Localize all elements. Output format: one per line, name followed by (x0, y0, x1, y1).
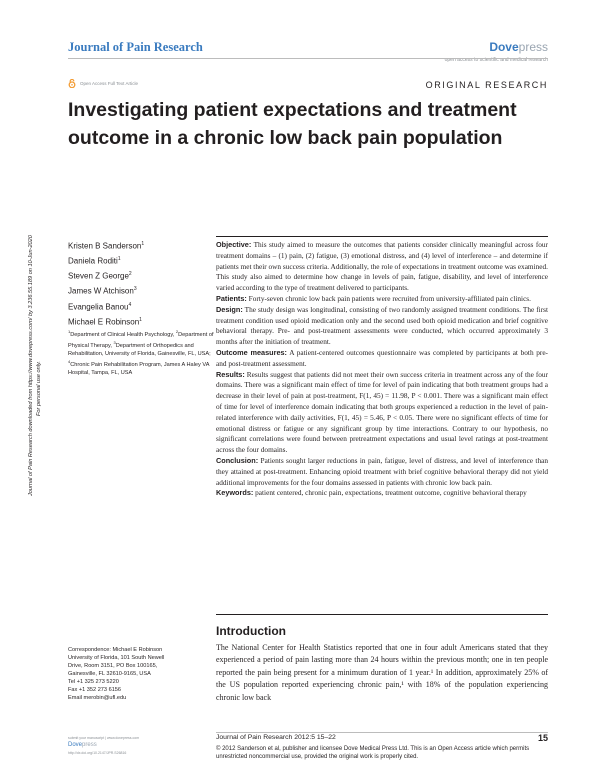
footer-divider (216, 732, 548, 733)
publisher-name: Dove (489, 40, 519, 54)
introduction-text: The National Center for Health Statistics reported that one in four adult Americans stated that they experienced a period of pain lasting more than 24 hours within the previous month; one in ten people reported the pain being present for a minimum duration of 1 year.¹ In addition, approximately 25% of the US population reported experiencing chronic pain,¹ with 18% of the population experiencing chronic low back (216, 643, 548, 702)
copyright-notice: © 2012 Sanderson et al, publisher and licensee Dove Medical Press Ltd. This is an Open Access article which permits unrestricted noncommercial use, provided the original work is properly cited. (216, 746, 530, 760)
doi-link[interactable]: http://dx.doi.org/10.2147/JPR.S26816 (68, 751, 127, 755)
abstract (216, 240, 548, 499)
author: Evangelia Banou$^4$ (68, 301, 132, 312)
correspondence-address: University of Florida, 101 South Newell (68, 655, 165, 661)
affiliations: $^1$Department of Clinical Health Psychology, $^2$Department of Physical Therapy, $^3$Department of Orthopedics and Rehabilitation, University of Florida, Gainesville, FL, USA; $^4$Chronic Pain Rehabilitation Program, James A Haley VA Hospital, Tampa, FL, USA (68, 329, 214, 376)
download-note: Journal of Pain Research downloaded from https://www.dovepress.com/ by 3.236.55.189 on 10-Jun-2020 (28, 235, 34, 496)
abstract-objective: Objective: This study aimed to measure the outcomes that patients consider clinically meaningful across four treatment domains – (1) pain, (2) fatigue, (3) emotional distress, and (4) level of interference – and determine if patients met their own success criteria. Additionally, the role of expectations in treatment outcome was examined. This study also aimed to determine how change in levels of pain, fatigue, disability, and level of interference varied according to the type of treatment delivered to participants. (216, 240, 548, 293)
page-number: 15 (537, 733, 548, 743)
journal-citation: Journal of Pain Research 2012:5 15–22 (216, 734, 336, 741)
dovepress-logo[interactable] (445, 40, 548, 54)
abstract-design: Design: The study design was longitudinal, consisting of two randomly assigned treatment conditions. The first treatment condition used opioid medication only and the second used both opioid medication and brief cognitive behavioral therapy. Pre- and post-treatment assessments were conducted, which occurred approximately 3 months after the initiation of treatment. (216, 304, 548, 347)
abstract-top-rule (216, 236, 548, 237)
author: James W Atchison$^3$ (68, 286, 137, 297)
open-access-lock-icon (68, 79, 76, 88)
open-access-badge (68, 79, 138, 88)
abstract-bottom-rule (216, 614, 548, 615)
journal-title: Journal of Pain Research (68, 40, 203, 54)
article-title: Investigating patient expectations and treatment outcome in a chronic low back pain population (68, 99, 517, 149)
publisher-tagline: open access to scientific and medical research (444, 57, 548, 63)
article-type: ORIGINAL RESEARCH (425, 80, 548, 90)
abstract-outcome-measures: Outcome measures: A patient-centered outcomes questionnaire was completed by participants at both pre- and post-treatment assessment. (216, 347, 548, 368)
correspondence-fax: Fax +1 352 273 6156 (68, 687, 122, 693)
correspondence-name: Correspondence: Michael E Robinson (68, 647, 163, 653)
correspondence-address: Drive, Room 3151, PO Box 100165, (68, 663, 158, 669)
author: Kristen B Sanderson$^1$ (68, 241, 145, 251)
correspondence-address: Gainesville, FL 32610-9165, USA (68, 671, 151, 677)
download-watermark (28, 136, 43, 496)
publisher-header (445, 40, 548, 63)
abstract-keywords: Keywords: patient centered, chronic pain, expectations, treatment outcome, cognitive behavioral therapy (216, 488, 527, 498)
author: Michael E Robinson$^1$ (68, 316, 142, 327)
author: Steven Z George$^2$ (68, 271, 132, 281)
open-access-label: Open Access Full Text Article (80, 81, 138, 86)
publisher-press: press (518, 40, 548, 54)
abstract-results: Results: Results suggest that patients did not meet their own success criteria in treatment across any of the four domains. There was a significant main effect of time for level of pain indicating that both treatment groups had a decrease in their level of pain at post-treatment, F(1, 45) = 11.98, P < 0.001. There was a significant main effect of time for level of interference domain indicating that both groups experienced a reduction in the level of pain-related interference with daily activities, F(1, 45) = 5.46, P < 0.05. There were no significant effects of time for emotional distress or fatigue or any significant group by time interactions. Contrary to our hypothesis, no significant correlations were found between pretreatment expectations and usual level ratings at post-treatment across the four domains. (216, 369, 548, 455)
correspondence-email[interactable]: Email merobin@ufl.edu (68, 695, 127, 701)
footer-left (68, 736, 139, 757)
author-list (68, 238, 218, 329)
introduction-heading: Introduction (216, 624, 286, 638)
footer-dovepress-logo[interactable]: Dovepress (68, 742, 97, 748)
header-divider (68, 58, 548, 59)
abstract-conclusion: Conclusion: Patients sought larger reductions in pain, fatigue, level of distress, and level of interference than they attained at post-treatment. Enhancing opioid treatment with brief cognitive behavioral therapy did not yield additional improvements for the four domains assessed in patients with chronic low back pain. (216, 455, 548, 487)
author: Daniela Roditi$^1$ (68, 256, 121, 266)
abstract-patients: Patients: Forty-seven chronic low back pain patients were recruited from university-affiliated pain clinics. (216, 293, 531, 303)
submit-manuscript-link[interactable]: submit your manuscript | www.dovepress.com (68, 736, 140, 740)
correspondence (68, 646, 208, 702)
personal-use-note: For personal use only. (35, 361, 42, 416)
correspondence-phone: Tel +1 325 273 5220 (68, 679, 119, 685)
